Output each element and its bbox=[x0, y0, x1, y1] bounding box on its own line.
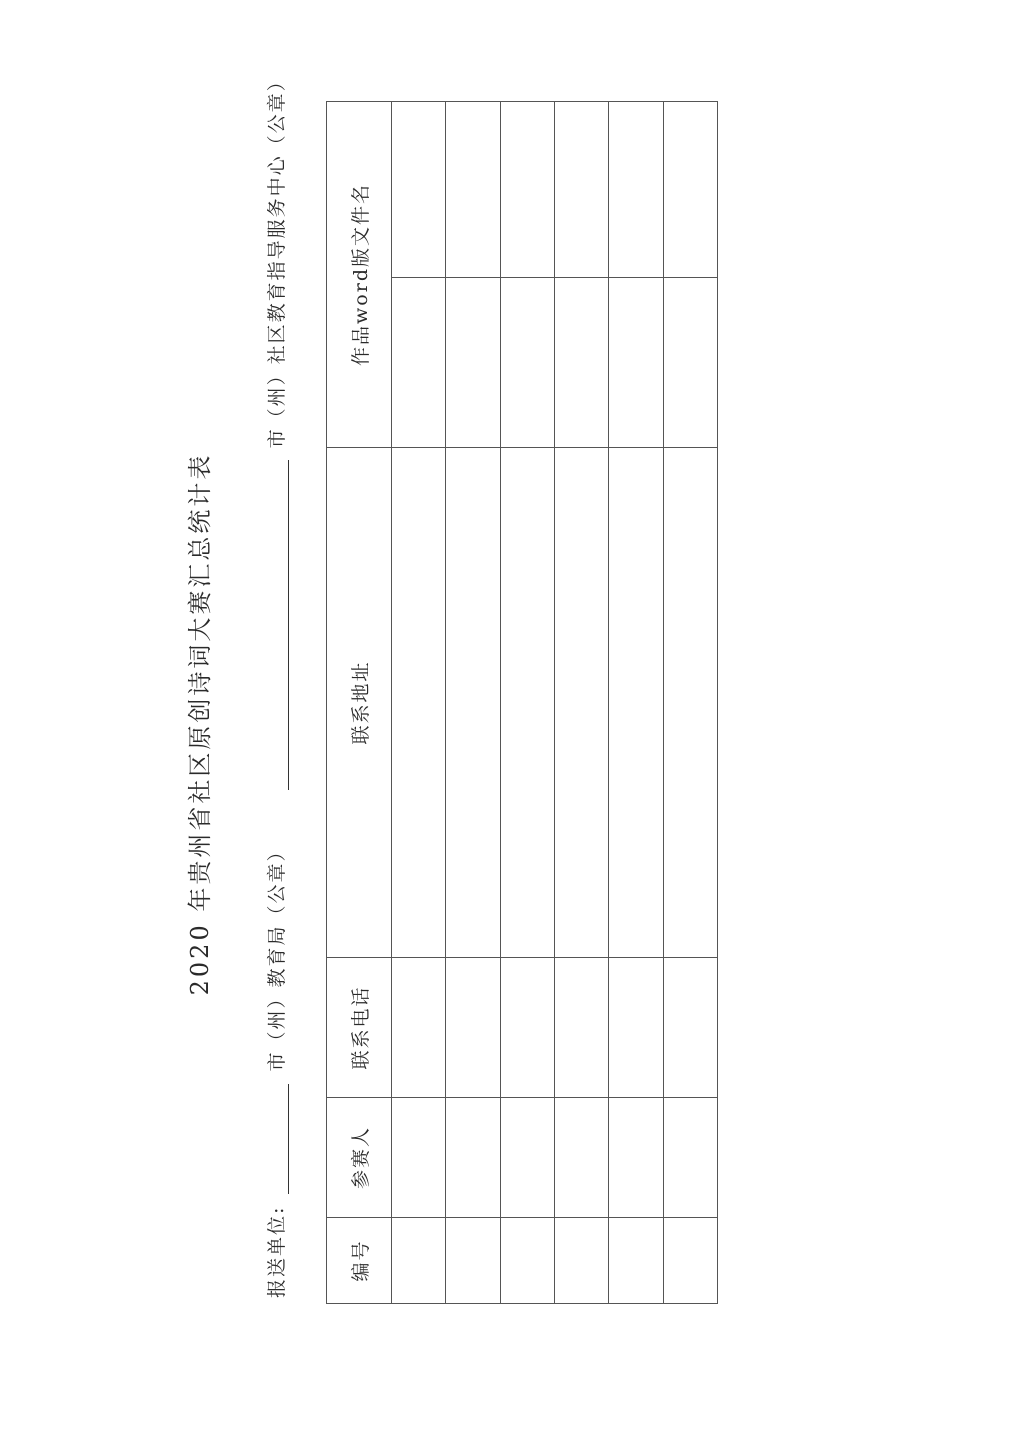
table-cell bbox=[392, 1098, 446, 1218]
document-title: 2020 年贵州省社区原创诗词大赛汇总统计表 bbox=[186, 452, 214, 996]
table-cell bbox=[446, 958, 500, 1098]
header-word-filename: 作品word版文件名 bbox=[327, 101, 392, 447]
table-row bbox=[392, 101, 446, 1303]
table-cell bbox=[663, 1098, 717, 1218]
table-cell bbox=[663, 101, 717, 277]
city-blank-2 bbox=[270, 460, 289, 790]
table-cell bbox=[554, 1218, 608, 1304]
table-row bbox=[554, 101, 608, 1303]
header-row bbox=[327, 101, 392, 1303]
header-address: 联系地址 bbox=[327, 448, 392, 958]
table-cell bbox=[500, 448, 554, 958]
table-cell bbox=[446, 1098, 500, 1218]
table-row bbox=[500, 101, 554, 1303]
education-bureau-seal: 市（州）教育局（公章） bbox=[266, 840, 288, 1072]
table-cell bbox=[554, 278, 608, 448]
table-row bbox=[609, 101, 663, 1303]
table-cell bbox=[446, 1218, 500, 1304]
table-cell bbox=[446, 278, 500, 448]
table-cell bbox=[392, 1218, 446, 1304]
table-cell bbox=[554, 448, 608, 958]
table-cell bbox=[392, 101, 446, 277]
table-cell bbox=[609, 448, 663, 958]
table-row bbox=[446, 101, 500, 1303]
sender-label: 报送单位: bbox=[266, 1205, 288, 1298]
table-cell bbox=[392, 448, 446, 958]
city-blank bbox=[270, 1084, 289, 1194]
sender-line bbox=[262, 70, 289, 1298]
table-cell bbox=[663, 1218, 717, 1304]
header-phone: 联系电话 bbox=[327, 958, 392, 1098]
table-cell bbox=[609, 278, 663, 448]
table-cell bbox=[392, 278, 446, 448]
table-row bbox=[663, 101, 717, 1303]
table-cell bbox=[446, 101, 500, 277]
table-cell bbox=[500, 958, 554, 1098]
table-cell bbox=[663, 448, 717, 958]
table-cell bbox=[663, 958, 717, 1098]
table-cell bbox=[663, 278, 717, 448]
table-cell bbox=[609, 1098, 663, 1218]
table-cell bbox=[554, 1098, 608, 1218]
table-cell bbox=[500, 101, 554, 277]
table-cell bbox=[446, 448, 500, 958]
table-cell bbox=[500, 1218, 554, 1304]
table-cell bbox=[554, 101, 608, 277]
table-cell bbox=[554, 958, 608, 1098]
summary-table bbox=[326, 101, 718, 1304]
table-cell bbox=[500, 1098, 554, 1218]
table-cell bbox=[500, 278, 554, 448]
table-cell bbox=[609, 958, 663, 1098]
header-number: 编号 bbox=[327, 1218, 392, 1304]
service-center-seal: 市（州）社区教育指导服务中心（公章） bbox=[266, 70, 288, 449]
table-cell bbox=[609, 1218, 663, 1304]
table-cell bbox=[392, 958, 446, 1098]
header-participant: 参赛人 bbox=[327, 1098, 392, 1218]
table-cell bbox=[609, 101, 663, 277]
